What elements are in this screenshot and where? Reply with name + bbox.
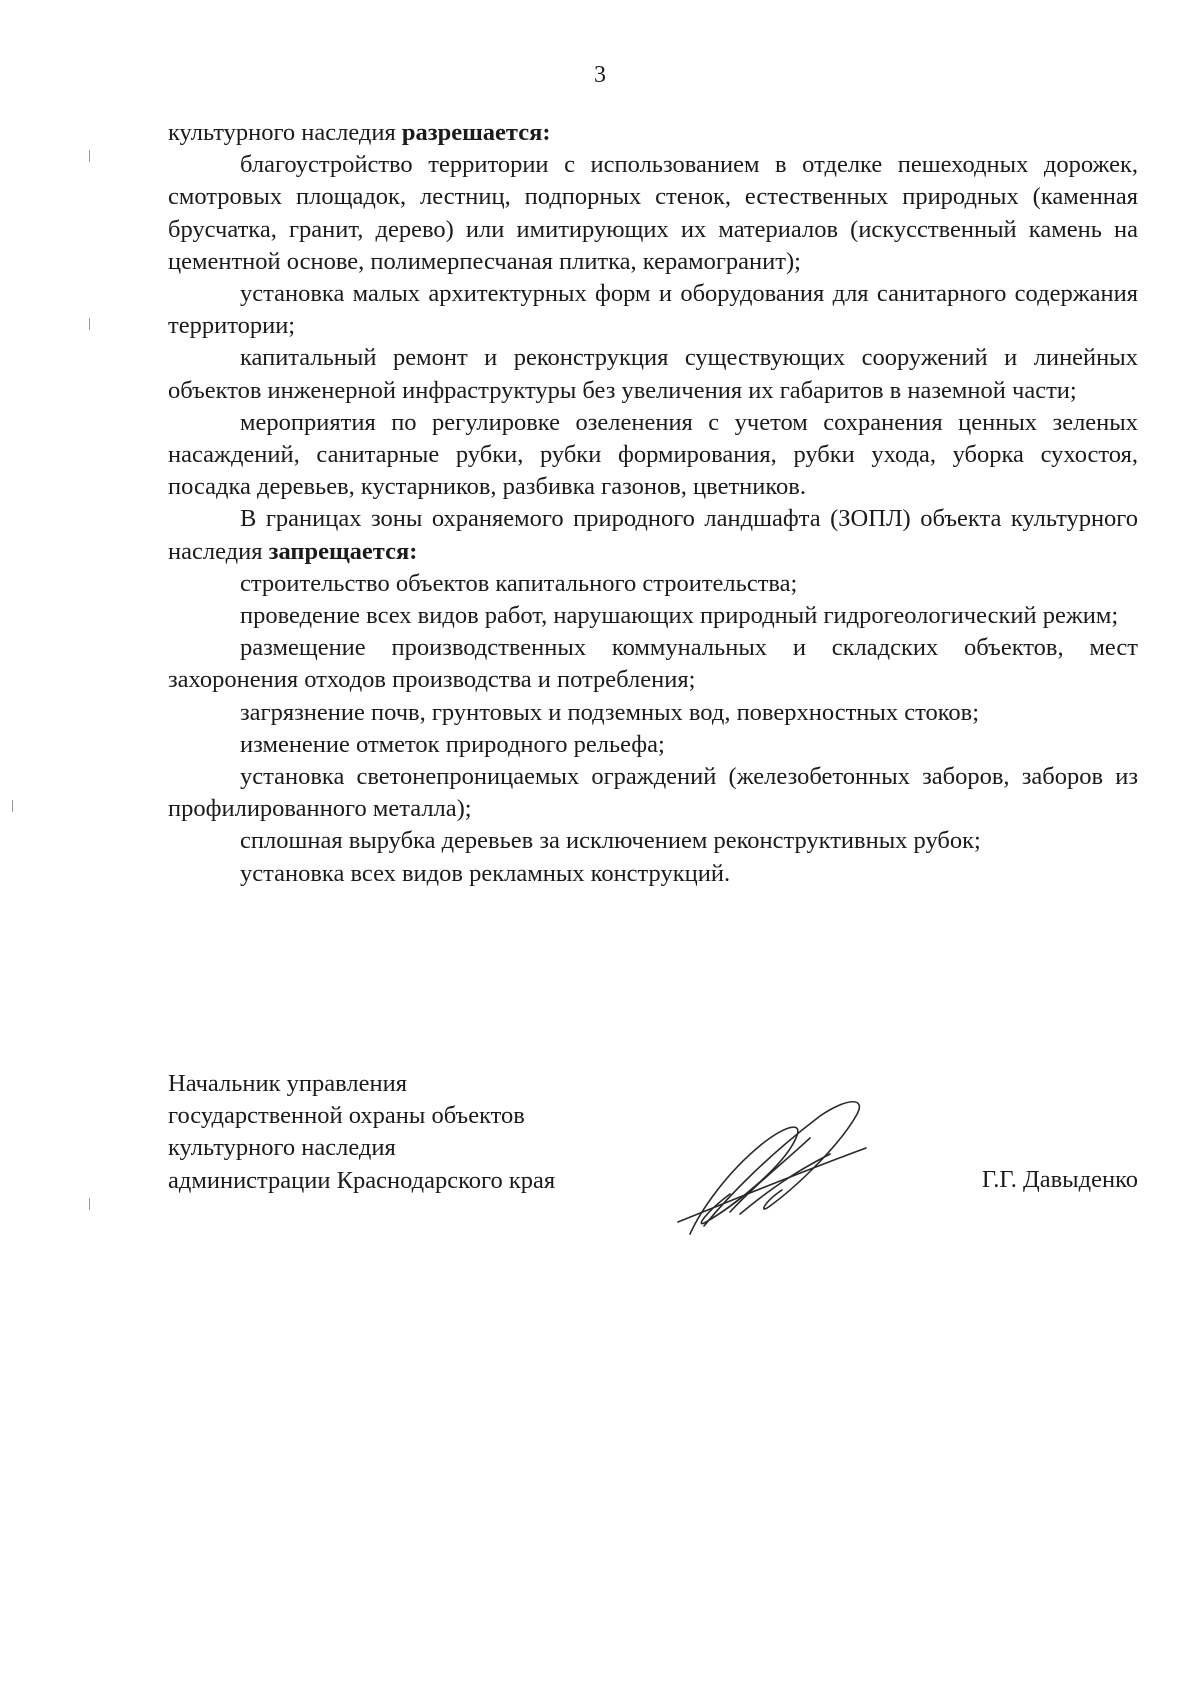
list-item: сплошная вырубка деревьев за исключением реконструктивных рубок;	[240, 827, 981, 855]
signature-block	[168, 1068, 1138, 1248]
list-item: установка всех видов рекламных конструкций.	[240, 859, 731, 887]
signer-title-line: культурного наследия	[168, 1134, 396, 1162]
list-item: установка светонепроницаемых ограждений (железобетонных заборов, заборов из профилированного металла);	[168, 763, 1138, 823]
handwritten-signature	[670, 1094, 870, 1244]
scan-speck	[89, 150, 90, 162]
scan-speck	[89, 1198, 90, 1210]
signer-title-line: администрации Краснодарского края	[168, 1166, 556, 1194]
signer-title-line: государственной охраны объектов	[168, 1102, 525, 1130]
list-item: установка малых архитектурных форм и оборудования для санитарного содержания территории;	[168, 280, 1138, 340]
signer-name: Г.Г. Давыденко	[981, 1166, 1138, 1193]
page-number: 3	[594, 62, 606, 88]
list-item: размещение производственных коммунальных и складских объектов, мест захоронения отходов производства и потребления;	[168, 634, 1138, 694]
list-item: мероприятия по регулировке озеленения с учетом сохранения ценных зеленых насаждений, санитарные рубки, рубки формирования, рубки ухода, уборка сухостоя, посадка деревьев, кустарников, разбивка газонов, цветников.	[168, 408, 1138, 501]
list-item: проведение всех видов работ, нарушающих природный гидрогеологический режим;	[240, 602, 1119, 630]
scan-speck	[89, 318, 90, 330]
list-item: изменение отметок природного рельефа;	[240, 730, 665, 758]
signer-title	[168, 1068, 555, 1197]
list-item: благоустройство территории с использованием в отделке пешеходных дорожек, смотровых площадок, лестниц, подпорных стенок, естественных природных (каменная брусчатка, гранит, дерево) или имитирующих их материалов (искусственный камень на цементной основе, полимерпесчаная плитка, керамогранит);	[168, 151, 1138, 275]
list-item: капитальный ремонт и реконструкция существующих сооружений и линейных объектов инженерной инфраструктуры без увеличения их габаритов в наземной части;	[168, 344, 1138, 404]
signer-title-line: Начальник управления	[168, 1070, 407, 1097]
list-item: строительство объектов капитального строительства;	[240, 569, 798, 597]
list-item: загрязнение почв, грунтовых и подземных вод, поверхностных стоков;	[240, 698, 980, 726]
scan-speck	[12, 800, 13, 812]
paragraph: В границах зоны охраняемого природного ландшафта (ЗОПЛ) объекта культурного наследия запрещается:	[168, 505, 1138, 565]
document-body	[168, 117, 1138, 890]
paragraph: культурного наследия разрешается:	[168, 119, 551, 146]
